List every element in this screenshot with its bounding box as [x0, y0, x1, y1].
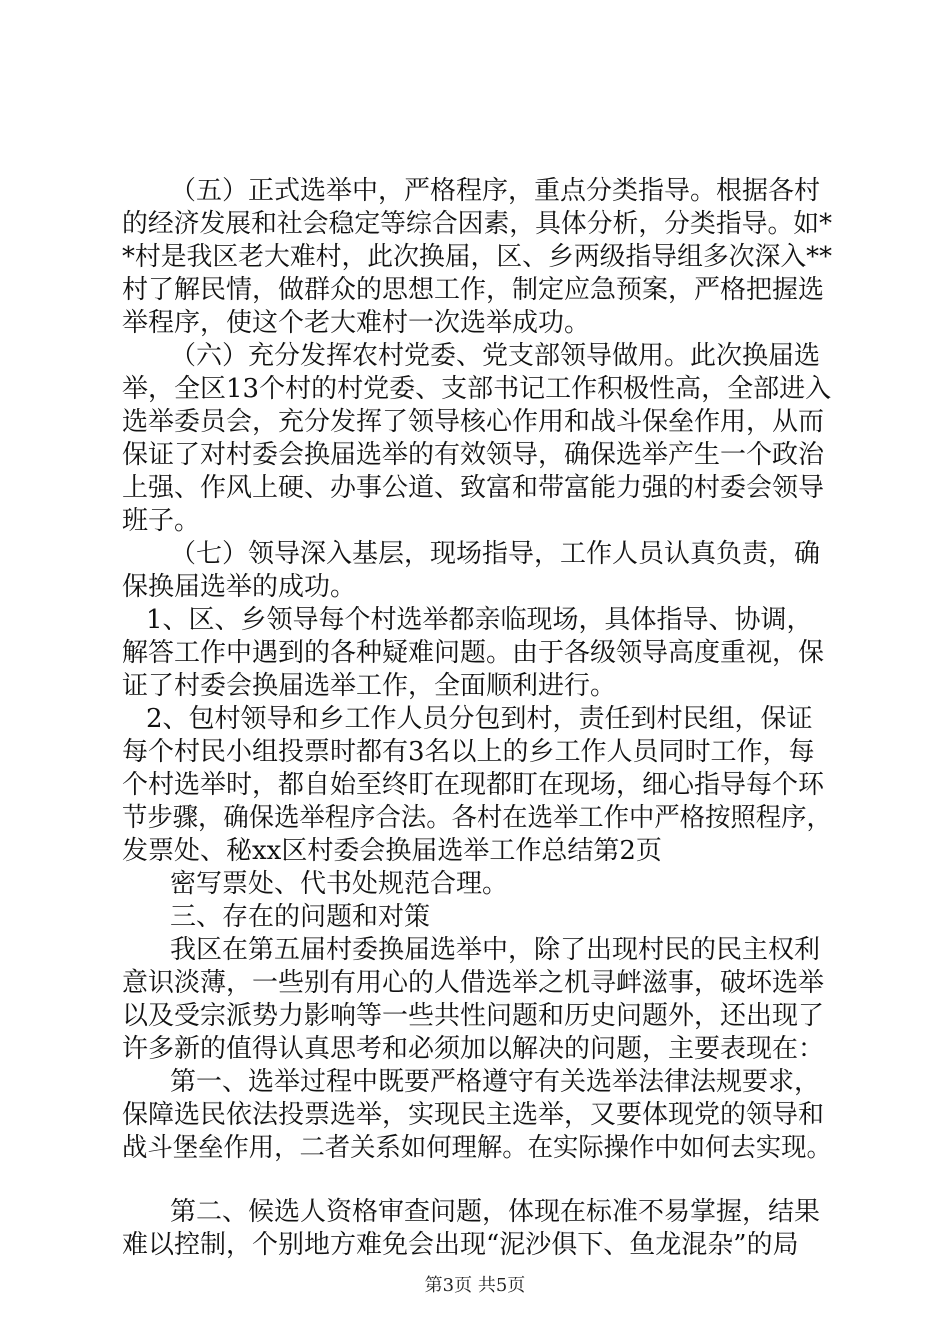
paragraph-line: 第一、选举过程中既要严格遵守有关选举法律法规要求， [170, 1067, 821, 1097]
paragraph-line: （五）正式选举中，严格程序，重点分类指导。根据各村 [170, 176, 821, 206]
paragraph-line: 举程序，使这个老大难村一次选举成功。 [122, 308, 591, 338]
paragraph-line: 每个村民小组投票时都有3名以上的乡工作人员同时工作，每 [122, 737, 815, 767]
paragraph-line: 意识淡薄，一些别有用心的人借选举之机寻衅滋事，破坏选举 [122, 968, 825, 998]
paragraph-line: 以及受宗派势力影响等一些共性问题和历史问题外，还出现了 [122, 1001, 825, 1031]
paragraph-line: 个村选举时，都自始至终盯在现都盯在现场，细心指导每个环 [122, 770, 825, 800]
paragraph-line: （六）充分发挥农村党委、党支部领导做用。此次换届选 [170, 341, 821, 371]
paragraph-line: 的经济发展和社会稳定等综合因素，具体分析，分类指导。如* [122, 209, 833, 239]
section-heading: 三、存在的问题和对策 [170, 902, 431, 932]
paragraph-line: 许多新的值得认真思考和必须加以解决的问题，主要表现在： [122, 1034, 825, 1064]
paragraph-line: 保换届选举的成功。 [122, 572, 357, 602]
paragraph-line: 难以控制，个别地方难免会出现“泥沙俱下、鱼龙混杂”的局 [122, 1230, 799, 1260]
paragraph-line: 证了村委会换届选举工作，全面顺利进行。 [122, 671, 617, 701]
paragraph-line: （七）领导深入基层，现场指导，工作人员认真负责，确 [170, 539, 821, 569]
paragraph-line: 保证了对村委会换届选举的有效领导，确保选举产生一个政治 [122, 440, 825, 470]
paragraph-line: 班子。 [122, 506, 201, 536]
paragraph-line: 第二、候选人资格审查问题，体现在标准不易掌握，结果 [170, 1197, 821, 1227]
paragraph-line: *村是我区老大难村，此次换届，区、乡两级指导组多次深入** [122, 242, 833, 272]
paragraph-line: 村了解民情，做群众的思想工作，制定应急预案，严格把握选 [122, 275, 825, 305]
paragraph-line: 举，全区13个村的村党委、支部书记工作积极性高，全部进入 [122, 374, 832, 404]
paragraph-line: 2、包村领导和乡工作人员分包到村，责任到村民组，保证 [146, 704, 813, 734]
paragraph-line: 解答工作中遇到的各种疑难问题。由于各级领导高度重视，保 [122, 638, 825, 668]
paragraph-line: 上强、作风上硬、办事公道、致富和带富能力强的村委会领导 [122, 473, 825, 503]
paragraph-line: 我区在第五届村委换届选举中，除了出现村民的民主权利 [170, 935, 821, 965]
paragraph-line: 保障选民依法投票选举，实现民主选举，又要体现党的领导和 [122, 1100, 825, 1130]
paragraph-line: 战斗堡垒作用，二者关系如何理解。在实际操作中如何去实现。 [122, 1133, 832, 1163]
paragraph-line: 选举委员会，充分发挥了领导核心作用和战斗保垒作用，从而 [122, 407, 825, 437]
paragraph-line: 1、区、乡领导每个村选举都亲临现场，具体指导、协调， [146, 605, 813, 635]
paragraph-line: 发票处、秘xx区村委会换届选举工作总结第2页 [122, 836, 662, 866]
paragraph-line: 密写票处、代书处规范合理。 [170, 869, 509, 899]
paragraph-line: 节步骤，确保选举程序合法。各村在选举工作中严格按照程序， [122, 803, 832, 833]
page-number-footer: 第3页 共5页 [424, 1275, 526, 1296]
